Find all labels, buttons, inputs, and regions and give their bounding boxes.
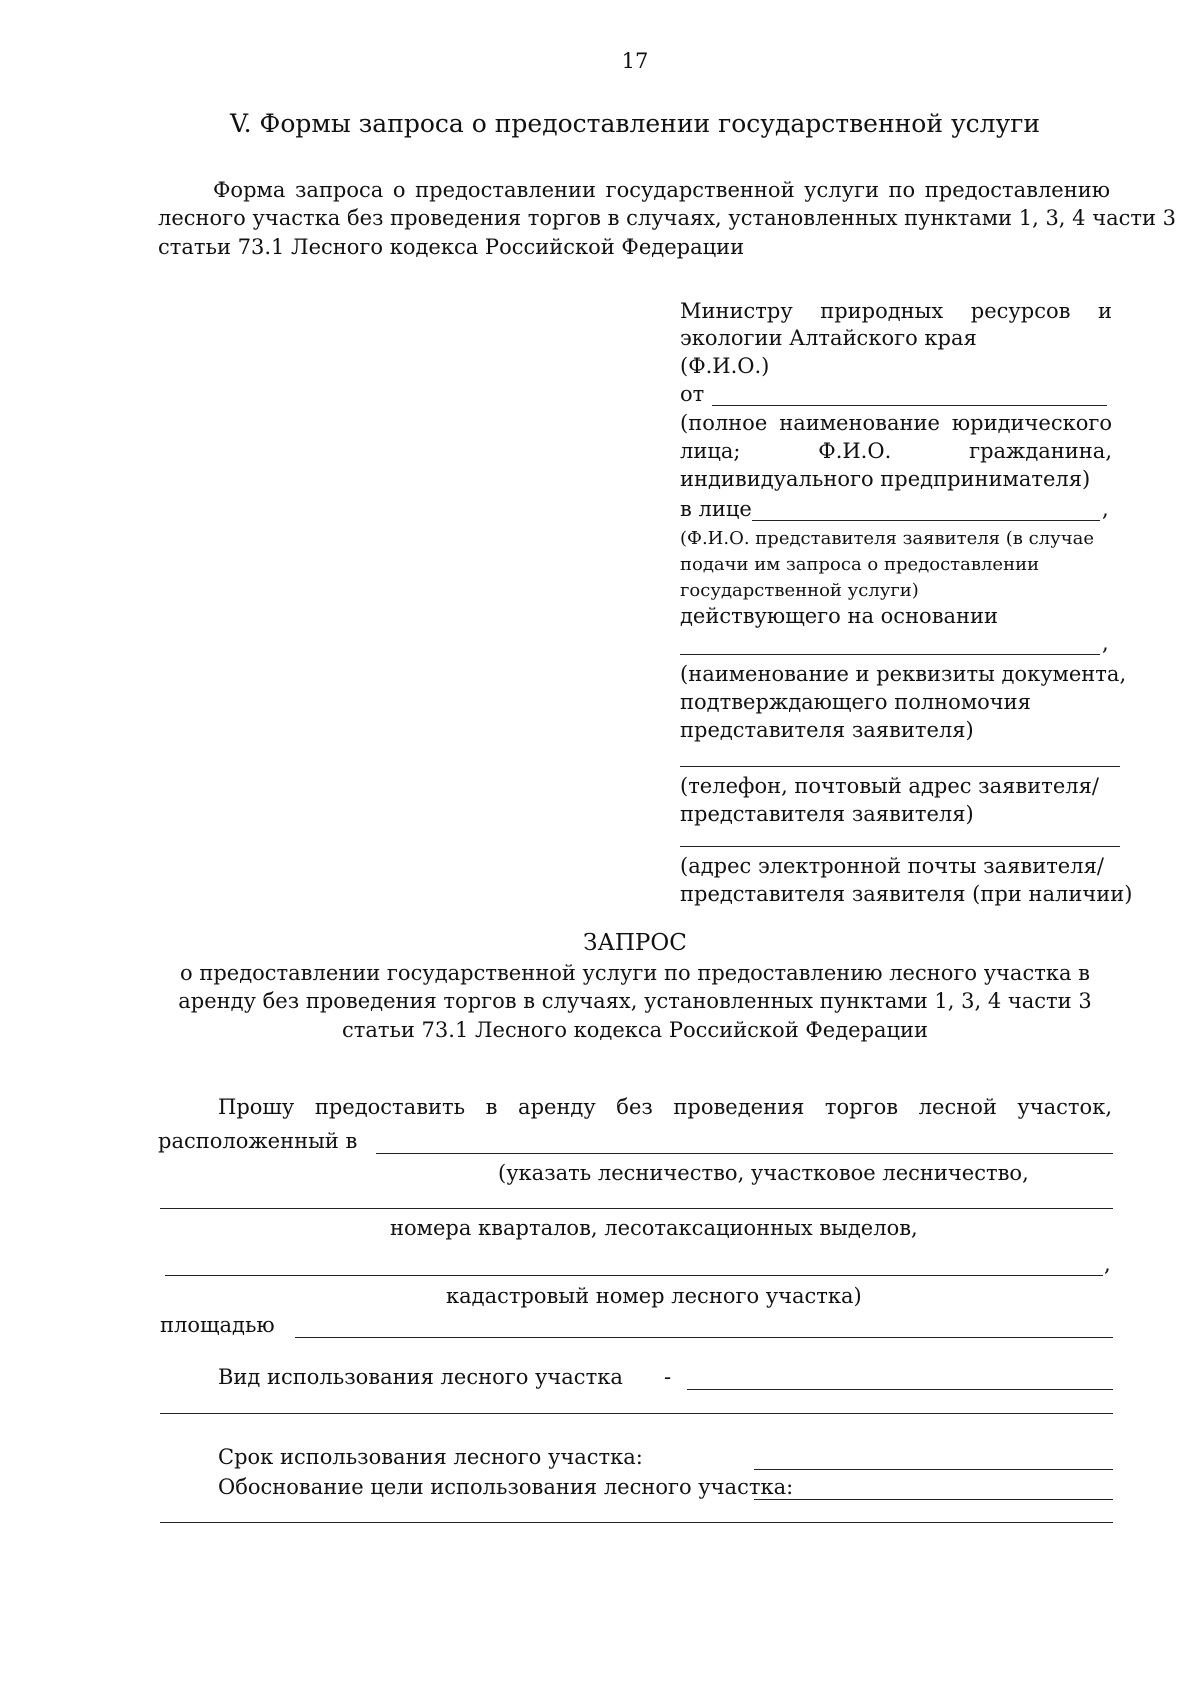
- request-heading: ЗАПРОС: [583, 930, 687, 956]
- basis-comma: ,: [1102, 631, 1109, 655]
- hint-blocks: номера кварталов, лесотаксационных выделов,: [390, 1216, 918, 1240]
- email-field-line[interactable]: [680, 846, 1120, 847]
- document-hint-line-1: (наименование и реквизиты документа,: [680, 662, 1127, 686]
- acting-basis-label: действующего на основании: [680, 604, 999, 628]
- representative-hint: [680, 526, 1094, 604]
- recipient-line-2: экологии Алтайского края: [680, 326, 977, 350]
- email-hint-line-1: (адрес электронной почты заявителя/: [680, 854, 1104, 878]
- justification-field-line-2[interactable]: [160, 1522, 1113, 1523]
- basis-field-line[interactable]: [680, 654, 1100, 655]
- trailing-comma: ,: [1104, 1252, 1111, 1276]
- term-label: Срок использования лесного участка:: [218, 1445, 643, 1469]
- recipient-line-1: Министру природных ресурсов и: [680, 299, 1112, 323]
- page-number: 17: [621, 49, 649, 73]
- justification-field-line[interactable]: [754, 1499, 1113, 1500]
- document-hint-line-2: подтверждающего полномочия: [680, 690, 1031, 714]
- usage-field-line-2[interactable]: [160, 1413, 1113, 1414]
- hint-cadastral: кадастровый номер лесного участка): [446, 1284, 862, 1308]
- request-subtitle-line-1: о предоставлении государственной услуги по предоставлению лесного участка в: [180, 961, 1090, 985]
- area-label: площадью: [160, 1313, 275, 1337]
- location-field-line-3[interactable]: [165, 1275, 1103, 1276]
- email-hint-line-2: представителя заявителя (при наличии): [680, 882, 1133, 906]
- phone-field-line[interactable]: [680, 766, 1120, 767]
- representative-hint-line-3: государственной услуги): [680, 580, 919, 601]
- request-body-line-1: Прошу предоставить в аренду без проведения торгов лесной участок,: [218, 1095, 1112, 1119]
- usage-label: Вид использования лесного участка: [218, 1365, 623, 1389]
- usage-field-line[interactable]: [687, 1389, 1113, 1390]
- document-hint: [680, 661, 1126, 744]
- email-hint: [680, 853, 1132, 908]
- applicant-hint-line-3: индивидуального предпринимателя): [680, 467, 1091, 491]
- phone-hint-line-1: (телефон, почтовый адрес заявителя/: [680, 774, 1099, 798]
- term-field-line[interactable]: [754, 1469, 1113, 1470]
- form-caption-line-1: Форма запроса о предоставлении государственной услуги по предоставлению: [213, 178, 1110, 202]
- phone-hint: [680, 773, 1099, 828]
- section-title: V. Формы запроса о предоставлении государственной услуги: [229, 109, 1041, 138]
- phone-hint-line-2: представителя заявителя): [680, 802, 974, 826]
- represented-comma: ,: [1102, 497, 1109, 521]
- hint-forestry: (указать лесничество, участковое лесничество,: [498, 1161, 1029, 1185]
- justification-label: Обоснование цели использования лесного участка:: [218, 1475, 794, 1499]
- recipient-name: (Ф.И.О.): [680, 354, 770, 378]
- applicant-hint-line-1: (полное наименование юридического: [680, 411, 1112, 435]
- from-field-line[interactable]: [712, 405, 1107, 406]
- represented-field-line[interactable]: [752, 520, 1100, 521]
- area-field-line[interactable]: [295, 1337, 1113, 1338]
- request-subtitle-line-3: статьи 73.1 Лесного кодекса Российской Федерации: [341, 1018, 929, 1042]
- located-label: расположенный в: [158, 1129, 358, 1153]
- from-label: от: [680, 382, 705, 406]
- location-field-line[interactable]: [376, 1153, 1113, 1154]
- form-caption-line-3: статьи 73.1 Лесного кодекса Российской Федерации: [158, 235, 745, 259]
- document-hint-line-3: представителя заявителя): [680, 718, 974, 742]
- representative-hint-line-1: (Ф.И.О. представителя заявителя (в случае: [680, 528, 1095, 549]
- request-subtitle-line-2: аренду без проведения торгов в случаях, установленных пунктами 1, 3, 4 части 3: [178, 989, 1092, 1013]
- form-caption-line-2: лесного участка без проведения торгов в случаях, установленных пунктами 1, 3, 4 части 3: [158, 206, 1177, 230]
- represented-label: в лице: [680, 497, 752, 521]
- location-field-line-2[interactable]: [160, 1208, 1113, 1209]
- usage-dash: -: [664, 1365, 672, 1389]
- representative-hint-line-2: подачи им запроса о предоставлении: [680, 554, 1040, 575]
- applicant-hint-line-2: лица; Ф.И.О. гражданина,: [680, 439, 1112, 463]
